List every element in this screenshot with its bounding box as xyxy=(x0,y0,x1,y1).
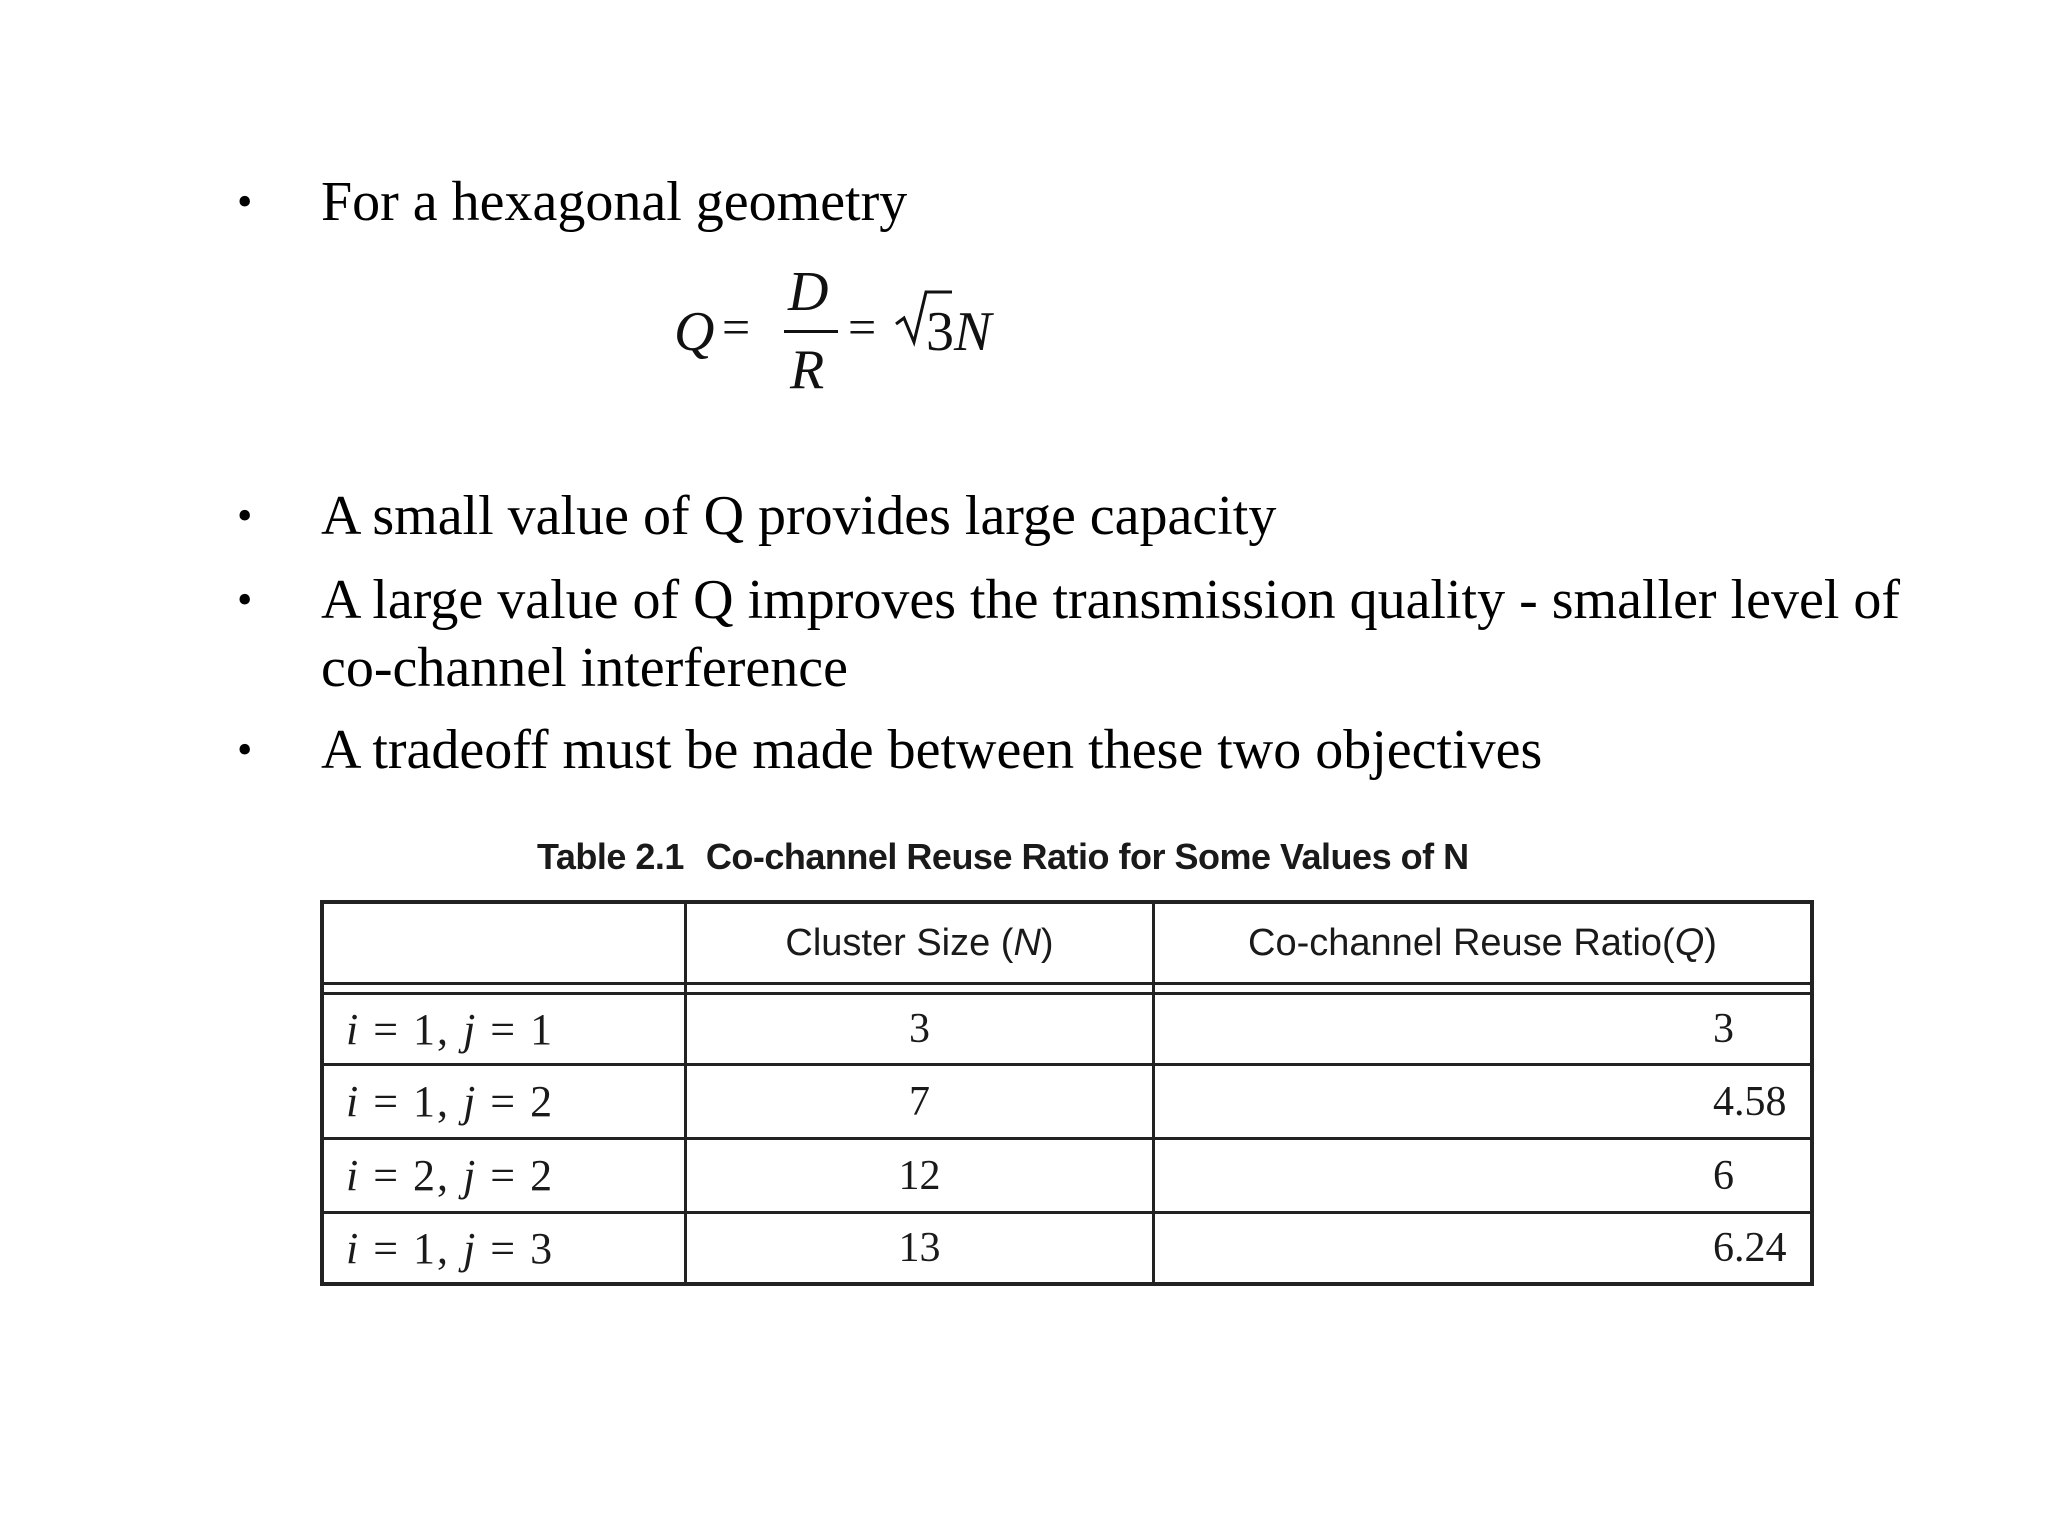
formula-fraction-bar xyxy=(784,330,838,333)
table-cell-n: 7 xyxy=(909,1078,930,1125)
formula-equals-2: = xyxy=(848,299,877,355)
formula-numerator-d: D xyxy=(788,261,829,323)
table-border-right xyxy=(1810,900,1814,1286)
ij-expression: i = 2, j = 2 xyxy=(346,1151,555,1200)
bullet-symbol: • xyxy=(237,177,253,226)
bullet-symbol: • xyxy=(237,575,253,624)
table-border-bottom xyxy=(320,1282,1814,1286)
formula-radicand xyxy=(926,301,991,363)
radicand-coefficient: 3 xyxy=(926,301,954,363)
table-cell-ij xyxy=(324,1140,684,1211)
table-cell-n: 13 xyxy=(898,1225,941,1271)
table-cell-ij xyxy=(324,1066,684,1137)
ij-expression: i = 1, j = 3 xyxy=(346,1223,555,1273)
bullet-text-large-q-line1: A large value of Q improves the transmission quality - smaller level of xyxy=(321,569,1901,631)
table-cell-q: 6.24 xyxy=(1713,1225,1787,1271)
table-caption xyxy=(537,836,1469,878)
reuse-ratio-table xyxy=(320,900,1814,1286)
formula-q-equals-d-over-r xyxy=(672,260,1032,410)
formula-radicand-3n xyxy=(926,300,991,364)
bullet-symbol: • xyxy=(237,491,253,540)
table-header-cluster-size: Cluster Size ( N ) xyxy=(785,921,1054,964)
table-caption-title: Co-channel Reuse Ratio for Some Values of N xyxy=(705,836,1469,877)
table-header-divider-1 xyxy=(320,982,1814,985)
table-cell-q: 3 xyxy=(1713,1006,1734,1052)
formula-denominator-r: R xyxy=(790,339,825,401)
table-cell-ij xyxy=(324,995,684,1063)
table-cell-n: 3 xyxy=(909,1006,930,1052)
bullet-text-small-q: A small value of Q provides large capacity xyxy=(321,485,1277,547)
table-header-reuse-ratio: Co-channel Reuse Ratio( Q ) xyxy=(1248,921,1717,964)
bullet-text-hexagonal-geometry: For a hexagonal geometry xyxy=(321,171,908,233)
bullet-text-large-q-line2: co-channel interference xyxy=(321,637,848,699)
bullet-symbol: • xyxy=(237,725,253,774)
formula-equals-1: = xyxy=(722,299,751,355)
table-cell-ij xyxy=(324,1214,684,1282)
table-cell-q: 6 xyxy=(1713,1152,1734,1199)
formula-lhs-q: Q xyxy=(674,301,715,363)
table-cell-n: 12 xyxy=(898,1152,941,1199)
bullet-text-tradeoff: A tradeoff must be made between these two objectives xyxy=(321,719,1543,781)
table-cell-q: 4.58 xyxy=(1713,1078,1787,1125)
table-caption-number: Table 2.1 xyxy=(537,836,684,877)
table-header-blank xyxy=(324,904,684,982)
ij-expression: i = 1, j = 2 xyxy=(346,1077,555,1126)
ij-expression: i = 1, j = 1 xyxy=(346,1004,555,1054)
radicand-variable: N xyxy=(954,301,992,363)
